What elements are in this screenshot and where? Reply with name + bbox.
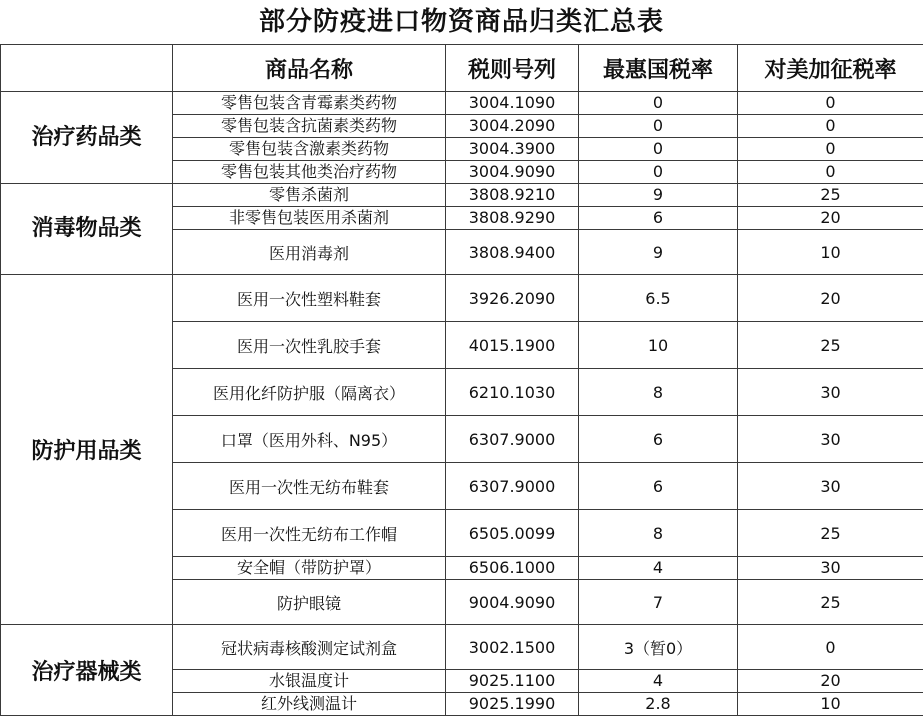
product-name: 零售杀菌剂	[173, 184, 446, 207]
us-rate: 0	[738, 92, 923, 115]
mfn-rate: 8	[579, 510, 738, 557]
tariff-code: 9025.1990	[446, 693, 579, 716]
product-name: 医用一次性无纺布鞋套	[173, 463, 446, 510]
header-us-additional-rate: 对美加征税率	[738, 45, 923, 92]
product-name: 防护眼镜	[173, 580, 446, 625]
mfn-rate: 6.5	[579, 275, 738, 322]
us-rate: 0	[738, 115, 923, 138]
product-name: 非零售包装医用杀菌剂	[173, 207, 446, 230]
product-name: 医用一次性乳胶手套	[173, 322, 446, 369]
us-rate: 25	[738, 510, 923, 557]
product-name: 水银温度计	[173, 670, 446, 693]
header-tariff-code: 税则号列	[446, 45, 579, 92]
mfn-rate: 6	[579, 416, 738, 463]
mfn-rate: 6	[579, 207, 738, 230]
product-name: 冠状病毒核酸测定试剂盒	[173, 625, 446, 670]
us-rate: 25	[738, 322, 923, 369]
table-row	[1, 275, 923, 322]
tariff-code: 3926.2090	[446, 275, 579, 322]
tariff-code: 9025.1100	[446, 670, 579, 693]
category-cell: 消毒物品类	[1, 184, 173, 275]
product-name: 零售包装含青霉素类药物	[173, 92, 446, 115]
tariff-code: 6210.1030	[446, 369, 579, 416]
mfn-rate: 0	[579, 138, 738, 161]
product-name: 医用一次性塑料鞋套	[173, 275, 446, 322]
tariff-code: 3002.1500	[446, 625, 579, 670]
us-rate: 30	[738, 416, 923, 463]
tariff-code: 4015.1900	[446, 322, 579, 369]
us-rate: 20	[738, 670, 923, 693]
tariff-code: 6505.0099	[446, 510, 579, 557]
product-name: 零售包装其他类治疗药物	[173, 161, 446, 184]
mfn-rate: 3（暂0）	[579, 625, 738, 670]
header-category	[1, 45, 173, 92]
mfn-rate: 0	[579, 115, 738, 138]
product-name: 零售包装含抗菌素类药物	[173, 115, 446, 138]
mfn-rate: 0	[579, 161, 738, 184]
tariff-code: 3004.1090	[446, 92, 579, 115]
tariff-code: 3004.2090	[446, 115, 579, 138]
mfn-rate: 4	[579, 557, 738, 580]
category-cell: 治疗器械类	[1, 625, 173, 716]
header-mfn-rate: 最惠国税率	[579, 45, 738, 92]
category-cell: 治疗药品类	[1, 92, 173, 184]
mfn-rate: 8	[579, 369, 738, 416]
us-rate: 25	[738, 580, 923, 625]
tariff-code: 9004.9090	[446, 580, 579, 625]
us-rate: 25	[738, 184, 923, 207]
tariff-code: 3808.9400	[446, 230, 579, 275]
us-rate: 30	[738, 557, 923, 580]
table-title: 部分防疫进口物资商品归类汇总表	[258, 7, 664, 37]
header-product-name: 商品名称	[173, 45, 446, 92]
table-row	[1, 92, 923, 115]
mfn-rate: 7	[579, 580, 738, 625]
tariff-code: 3808.9290	[446, 207, 579, 230]
header-row	[1, 45, 923, 92]
tariff-code: 3004.9090	[446, 161, 579, 184]
product-name: 医用消毒剂	[173, 230, 446, 275]
product-name: 红外线测温计	[173, 693, 446, 716]
category-cell: 防护用品类	[1, 275, 173, 625]
us-rate: 10	[738, 230, 923, 275]
tariff-code: 6307.9000	[446, 463, 579, 510]
product-name: 医用化纤防护服（隔离衣）	[173, 369, 446, 416]
product-name: 安全帽（带防护罩）	[173, 557, 446, 580]
product-name: 零售包装含激素类药物	[173, 138, 446, 161]
mfn-rate: 9	[579, 184, 738, 207]
mfn-rate: 10	[579, 322, 738, 369]
summary-table	[0, 44, 923, 716]
tariff-code: 3808.9210	[446, 184, 579, 207]
mfn-rate: 9	[579, 230, 738, 275]
table-row	[1, 184, 923, 207]
us-rate: 20	[738, 207, 923, 230]
mfn-rate: 6	[579, 463, 738, 510]
us-rate: 0	[738, 138, 923, 161]
tariff-code: 6307.9000	[446, 416, 579, 463]
mfn-rate: 0	[579, 92, 738, 115]
us-rate: 0	[738, 625, 923, 670]
tariff-code: 3004.3900	[446, 138, 579, 161]
product-name: 口罩（医用外科、N95）	[173, 416, 446, 463]
us-rate: 30	[738, 463, 923, 510]
us-rate: 10	[738, 693, 923, 716]
us-rate: 30	[738, 369, 923, 416]
us-rate: 0	[738, 161, 923, 184]
product-name: 医用一次性无纺布工作帽	[173, 510, 446, 557]
tariff-code: 6506.1000	[446, 557, 579, 580]
table-row	[1, 625, 923, 670]
mfn-rate: 2.8	[579, 693, 738, 716]
mfn-rate: 4	[579, 670, 738, 693]
us-rate: 20	[738, 275, 923, 322]
